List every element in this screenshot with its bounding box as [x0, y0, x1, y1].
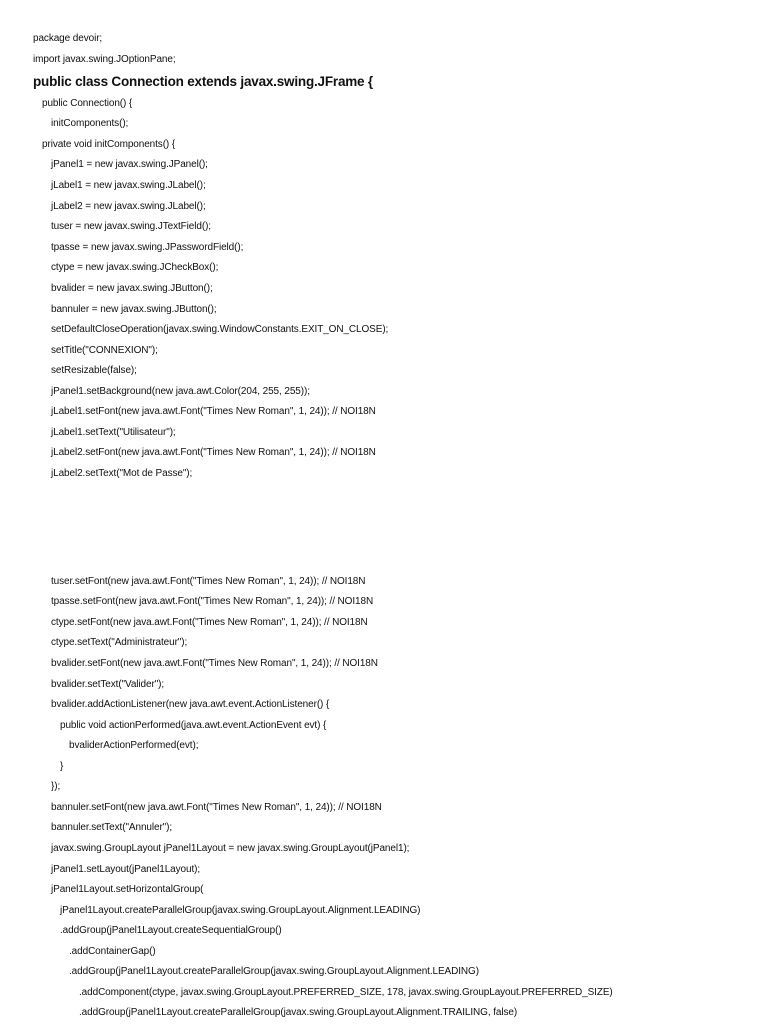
code-line: ctype = new javax.swing.JCheckBox();	[51, 262, 219, 273]
code-line: jLabel2 = new javax.swing.JLabel();	[51, 201, 206, 212]
code-line: jLabel1.setText("Utilisateur");	[51, 427, 176, 438]
code-line: .addContainerGap()	[69, 946, 156, 957]
code-line: initComponents();	[51, 118, 129, 129]
code-line: public Connection() {	[42, 98, 133, 109]
code-line: bvalider.addActionListener(new java.awt.event.ActionListener() {	[51, 699, 330, 710]
code-line: bvaliderActionPerformed(evt);	[69, 740, 199, 751]
code-line: javax.swing.GroupLayout jPanel1Layout = new javax.swing.GroupLayout(jPanel1);	[51, 843, 410, 854]
code-line: package devoir;	[33, 33, 103, 44]
code-line: private void initComponents() {	[42, 139, 176, 150]
code-line: bannuler.setText("Annuler");	[51, 822, 173, 833]
code-line: public void actionPerformed(java.awt.event.ActionEvent evt) {	[60, 720, 327, 731]
code-line: import javax.swing.JOptionPane;	[33, 54, 176, 65]
code-line: setTitle("CONNEXION");	[51, 345, 158, 356]
code-line: jPanel1Layout.createParallelGroup(javax.swing.GroupLayout.Alignment.LEADING)	[60, 905, 421, 916]
code-line-class-declaration: public class Connection extends javax.swing.JFrame {	[33, 74, 373, 89]
code-line: bvalider.setText("Valider");	[51, 679, 165, 690]
code-line: .addGroup(jPanel1Layout.createParallelGroup(javax.swing.GroupLayout.Alignment.LEADING)	[69, 966, 479, 977]
code-line: tpasse = new javax.swing.JPasswordField();	[51, 242, 244, 253]
code-line: setDefaultCloseOperation(javax.swing.WindowConstants.EXIT_ON_CLOSE);	[51, 324, 389, 335]
code-line: jPanel1 = new javax.swing.JPanel();	[51, 159, 208, 170]
code-line: bvalider.setFont(new java.awt.Font("Times New Roman", 1, 24)); // NOI18N	[51, 658, 378, 669]
code-line: jPanel1.setBackground(new java.awt.Color(204, 255, 255));	[51, 386, 310, 397]
code-line: jLabel2.setText("Mot de Passe");	[51, 468, 193, 479]
code-line: tpasse.setFont(new java.awt.Font("Times New Roman", 1, 24)); // NOI18N	[51, 596, 374, 607]
code-line: }	[60, 761, 64, 772]
code-line: jPanel1.setLayout(jPanel1Layout);	[51, 864, 201, 875]
code-line: jLabel1 = new javax.swing.JLabel();	[51, 180, 206, 191]
code-line: bannuler = new javax.swing.JButton();	[51, 304, 217, 315]
code-line: jLabel2.setFont(new java.awt.Font("Times New Roman", 1, 24)); // NOI18N	[51, 447, 376, 458]
code-line: bvalider = new javax.swing.JButton();	[51, 283, 213, 294]
code-line: tuser = new javax.swing.JTextField();	[51, 221, 211, 232]
code-line: .addComponent(ctype, javax.swing.GroupLayout.PREFERRED_SIZE, 178, javax.swing.GroupLayout.PREFERRED_SIZE)	[79, 987, 613, 998]
code-line: tuser.setFont(new java.awt.Font("Times New Roman", 1, 24)); // NOI18N	[51, 576, 366, 587]
code-line: bannuler.setFont(new java.awt.Font("Times New Roman", 1, 24)); // NOI18N	[51, 802, 382, 813]
code-line: .addGroup(jPanel1Layout.createSequentialGroup()	[60, 925, 282, 936]
code-line: .addGroup(jPanel1Layout.createParallelGroup(javax.swing.GroupLayout.Alignment.TRAILING, false)	[79, 1007, 518, 1018]
code-line: setResizable(false);	[51, 365, 137, 376]
code-line: ctype.setText("Administrateur");	[51, 637, 188, 648]
code-line: jPanel1Layout.setHorizontalGroup(	[51, 884, 204, 895]
code-line: jLabel1.setFont(new java.awt.Font("Times New Roman", 1, 24)); // NOI18N	[51, 406, 376, 417]
code-line: });	[51, 781, 61, 792]
code-line: ctype.setFont(new java.awt.Font("Times New Roman", 1, 24)); // NOI18N	[51, 617, 368, 628]
